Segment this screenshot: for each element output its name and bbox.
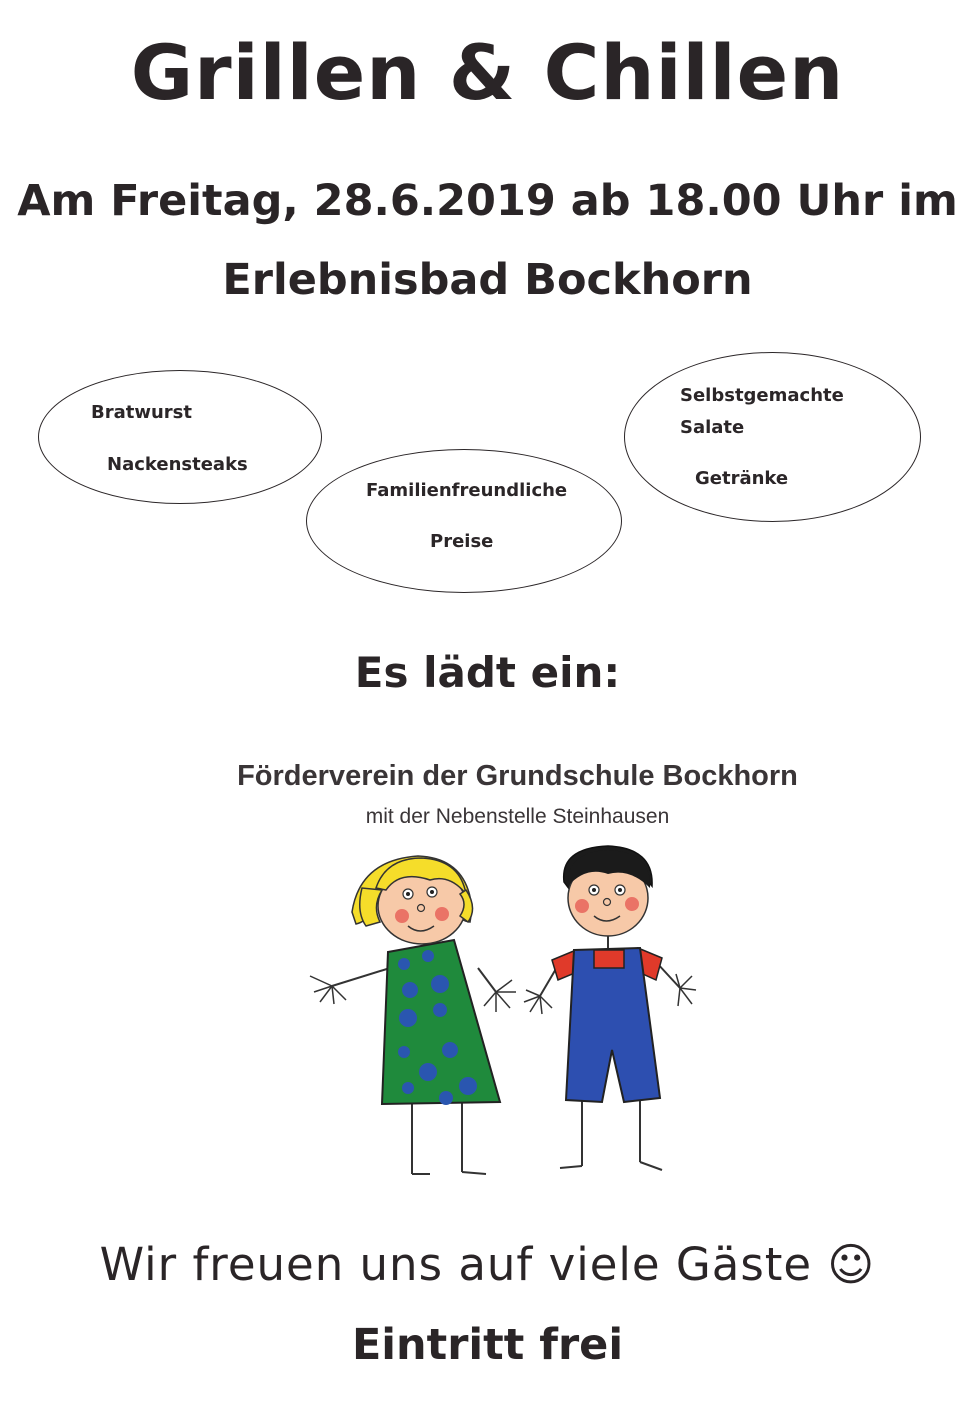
invite-heading: Es lädt ein: (354, 648, 621, 697)
organizer-subtitle: mit der Nebenstelle Steinhausen (365, 805, 670, 828)
poster-title: Grillen & Chillen (130, 28, 845, 117)
children-illustration (290, 840, 710, 1180)
bubble-right-text-2: Salate (680, 417, 745, 438)
bubble-middle-text-1: Familienfreundliche (366, 480, 568, 501)
girl-figure (310, 856, 516, 1174)
bubble-middle (306, 449, 622, 593)
entry-free-note: Eintritt frei (351, 1320, 624, 1370)
bubble-left-text-2: Nackensteaks (107, 454, 248, 475)
boy-figure (524, 846, 696, 1170)
bubble-middle-text-2: Preise (430, 531, 494, 552)
bubble-right-text-1: Selbstgemachte (680, 385, 844, 406)
event-venue-line: Erlebnisbad Bockhorn (222, 255, 753, 305)
bubble-left (38, 370, 322, 504)
organizer-name: Förderverein der Grundschule Bockhorn (237, 760, 798, 792)
event-date-line: Am Freitag, 28.6.2019 ab 18.00 Uhr im (17, 176, 958, 226)
bubble-right-text-3: Getränke (695, 468, 789, 489)
welcome-message: Wir freuen uns auf viele Gäste ☺ (99, 1238, 876, 1291)
bubble-right (624, 352, 921, 522)
bubble-left-text-1: Bratwurst (91, 402, 192, 423)
